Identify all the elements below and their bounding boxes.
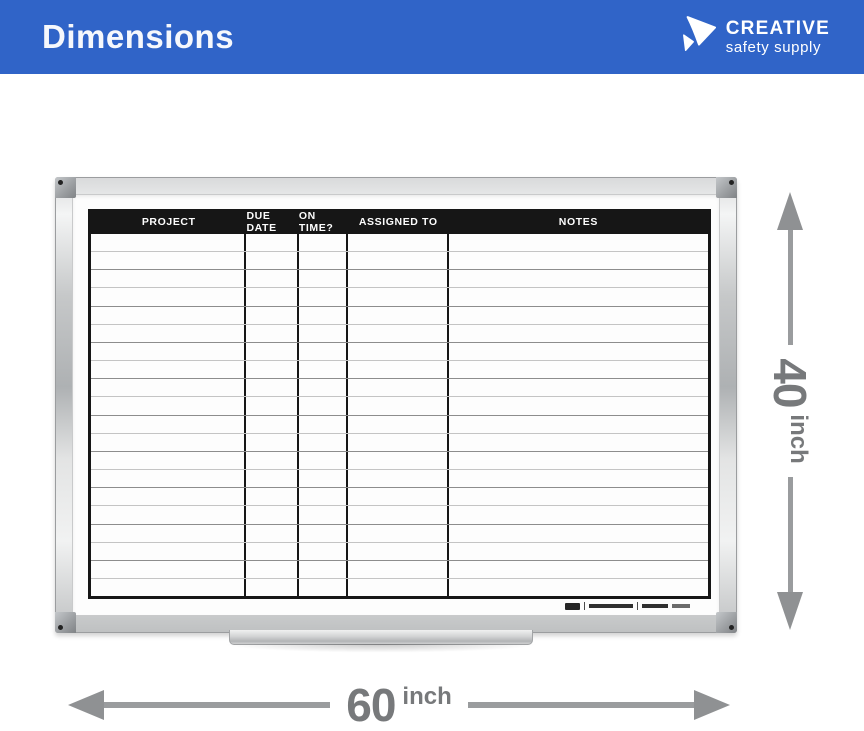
table-cell (91, 525, 246, 542)
table-cell (449, 525, 708, 542)
table-cell (299, 543, 348, 560)
table-cell (91, 470, 246, 487)
table-cell (246, 325, 298, 342)
height-value: 40 (764, 358, 817, 408)
table-cell (91, 434, 246, 451)
table-cell (348, 452, 449, 469)
table-cell (91, 307, 246, 324)
table-row (91, 379, 708, 397)
table-cell (299, 452, 348, 469)
table-cell (91, 561, 246, 578)
dimension-line (468, 702, 694, 708)
table-cell (449, 434, 708, 451)
table-row (91, 543, 708, 561)
table-cell (348, 252, 449, 269)
paper-plane-icon (679, 16, 717, 58)
table-cell (348, 379, 449, 396)
frame-corner-bottom-right (716, 612, 737, 633)
board-branding-text-block (642, 604, 668, 608)
table-cell (299, 379, 348, 396)
table-cell (449, 325, 708, 342)
table-cell (91, 543, 246, 560)
table-cell (246, 579, 298, 596)
table-cell (449, 561, 708, 578)
column-header-on-time-: ON TIME? (298, 209, 334, 234)
table-row (91, 470, 708, 488)
board-branding-text-block (672, 604, 690, 608)
marker-tray (229, 630, 533, 645)
table-cell (91, 506, 246, 523)
table-row (91, 506, 708, 524)
table-cell (299, 325, 348, 342)
table-cell (246, 234, 298, 251)
table-cell (299, 343, 348, 360)
table-cell (348, 361, 449, 378)
column-header-notes: NOTES (558, 215, 598, 228)
height-dimension-label-box (737, 345, 843, 477)
table-cell (449, 397, 708, 414)
table-cell (299, 234, 348, 251)
table-cell (299, 416, 348, 433)
table-cell (348, 288, 449, 305)
table-cell (348, 506, 449, 523)
table-cell (246, 379, 298, 396)
table-cell (91, 361, 246, 378)
width-dimension-annotation (68, 679, 730, 731)
table-cell (246, 543, 298, 560)
table-cell (449, 470, 708, 487)
table-cell (449, 416, 708, 433)
page-header (0, 0, 864, 74)
table-cell (348, 579, 449, 596)
column-header-project: PROJECT (141, 215, 196, 228)
table-cell (91, 325, 246, 342)
project-tracking-table (88, 209, 711, 599)
table-cell (299, 579, 348, 596)
board-branding-divider (584, 602, 585, 610)
table-cell (299, 307, 348, 324)
board-table-header (91, 209, 708, 234)
board-branding-strip (565, 602, 690, 610)
table-cell (449, 452, 708, 469)
frame-corner-top-left (55, 177, 76, 198)
table-row (91, 452, 708, 470)
table-cell (299, 525, 348, 542)
board-table-body (91, 234, 708, 596)
table-cell (91, 416, 246, 433)
table-row (91, 234, 708, 252)
table-cell (348, 343, 449, 360)
table-cell (246, 252, 298, 269)
brand-logo-text (726, 19, 830, 55)
table-cell (299, 434, 348, 451)
brand-name: CREATIVE (725, 18, 830, 39)
table-cell (449, 379, 708, 396)
board-branding-divider (637, 602, 638, 610)
table-cell (449, 307, 708, 324)
table-cell (348, 325, 449, 342)
table-cell (348, 234, 449, 251)
table-cell (246, 361, 298, 378)
table-cell (246, 343, 298, 360)
board-branding-text-block (589, 604, 633, 608)
board-branding-logo-mark (565, 603, 580, 610)
width-value: 60 (346, 679, 396, 731)
height-dimension-label (764, 358, 817, 464)
table-cell (246, 506, 298, 523)
height-unit: inch (785, 414, 813, 464)
table-row (91, 288, 708, 306)
table-cell (91, 234, 246, 251)
table-cell (299, 252, 348, 269)
table-cell (299, 506, 348, 523)
table-cell (246, 561, 298, 578)
table-cell (91, 488, 246, 505)
table-cell (449, 343, 708, 360)
frame-corner-top-right (716, 177, 737, 198)
table-cell (246, 452, 298, 469)
table-cell (348, 543, 449, 560)
table-cell (91, 270, 246, 287)
table-cell (246, 288, 298, 305)
table-cell (299, 270, 348, 287)
table-cell (449, 270, 708, 287)
width-unit: inch (402, 683, 452, 710)
table-cell (348, 434, 449, 451)
table-cell (449, 543, 708, 560)
table-row (91, 307, 708, 325)
table-cell (449, 506, 708, 523)
table-cell (246, 307, 298, 324)
table-row (91, 397, 708, 415)
table-cell (91, 252, 246, 269)
table-cell (246, 397, 298, 414)
table-row (91, 525, 708, 543)
table-cell (91, 579, 246, 596)
table-cell (449, 361, 708, 378)
height-dimension-annotation (764, 192, 817, 630)
whiteboard (55, 177, 737, 633)
table-row (91, 579, 708, 596)
table-cell (246, 416, 298, 433)
dimension-line (788, 477, 793, 592)
table-cell (449, 579, 708, 596)
table-row (91, 434, 708, 452)
page-title: Dimensions (42, 18, 235, 55)
brand-logo (679, 16, 830, 58)
table-cell (246, 470, 298, 487)
table-cell (348, 270, 449, 287)
arrow-left-icon (68, 690, 104, 720)
table-row (91, 488, 708, 506)
table-cell (348, 470, 449, 487)
table-cell (91, 379, 246, 396)
table-cell (449, 234, 708, 251)
whiteboard-surface (72, 194, 720, 616)
table-cell (299, 397, 348, 414)
table-row (91, 343, 708, 361)
column-header-due-date: DUE DATE (246, 209, 277, 234)
table-cell (348, 307, 449, 324)
table-cell (246, 270, 298, 287)
table-cell (246, 488, 298, 505)
table-row (91, 270, 708, 288)
table-cell (299, 288, 348, 305)
table-cell (91, 397, 246, 414)
table-cell (348, 397, 449, 414)
table-cell (299, 470, 348, 487)
dimension-line (788, 230, 793, 345)
table-cell (299, 488, 348, 505)
table-cell (449, 288, 708, 305)
table-cell (299, 561, 348, 578)
column-header-assigned-to: ASSIGNED TO (358, 215, 438, 228)
arrow-right-icon (694, 690, 730, 720)
table-cell (449, 252, 708, 269)
table-row (91, 252, 708, 270)
table-cell (299, 361, 348, 378)
frame-corner-bottom-left (55, 612, 76, 633)
dimension-line (104, 702, 330, 708)
table-row (91, 325, 708, 343)
table-cell (348, 416, 449, 433)
table-row (91, 361, 708, 379)
table-cell (91, 343, 246, 360)
width-dimension-label-box (330, 679, 468, 731)
table-cell (348, 525, 449, 542)
width-dimension-label (346, 679, 452, 731)
table-row (91, 416, 708, 434)
table-cell (348, 488, 449, 505)
table-cell (91, 288, 246, 305)
table-cell (449, 488, 708, 505)
table-cell (246, 434, 298, 451)
brand-tagline: safety supply (725, 39, 822, 56)
table-cell (246, 525, 298, 542)
arrow-down-icon (777, 592, 803, 630)
table-row (91, 561, 708, 579)
arrow-up-icon (777, 192, 803, 230)
table-cell (348, 561, 449, 578)
table-cell (91, 452, 246, 469)
